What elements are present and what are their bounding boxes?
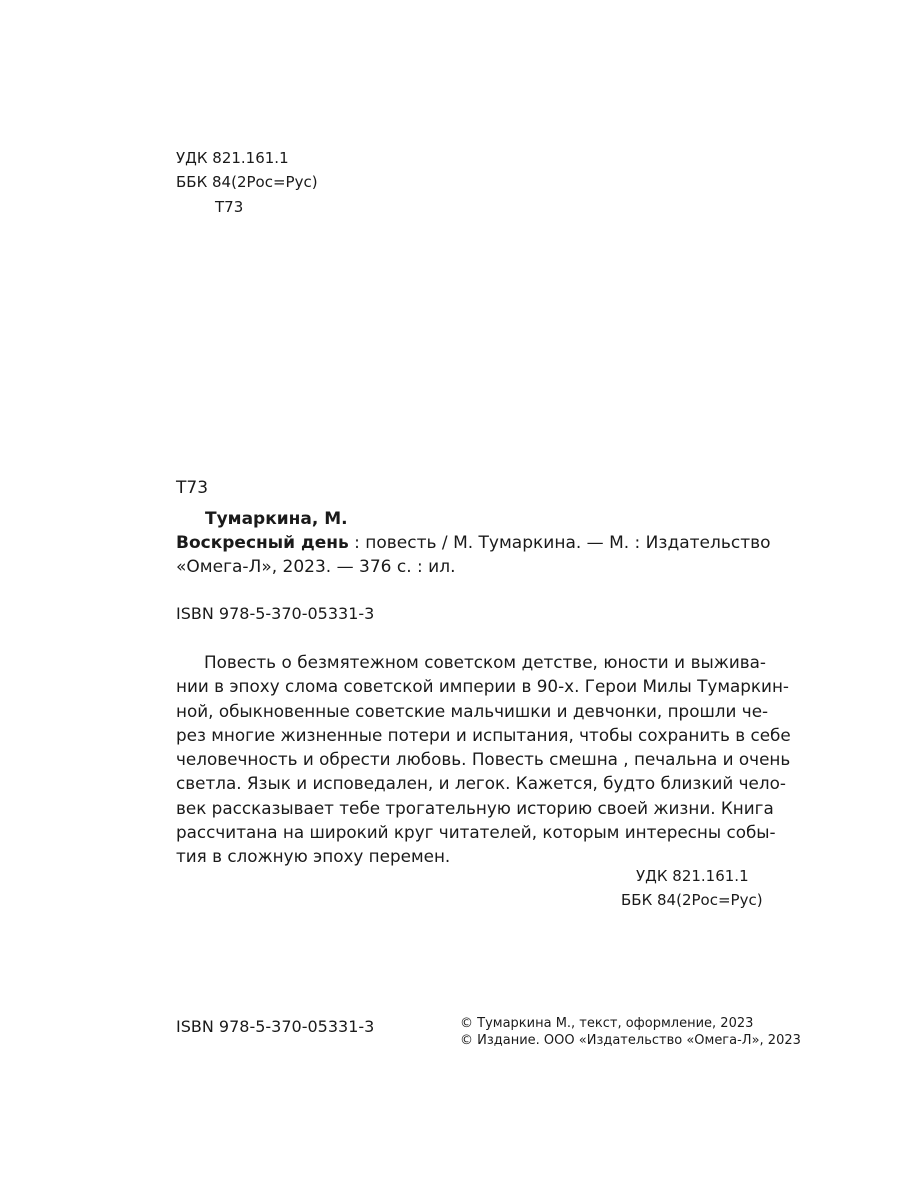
author-name: Тумаркина, М. xyxy=(205,509,348,529)
annotation-line: век рассказывает тебе трогательную историю своей жизни. Книга xyxy=(176,797,774,818)
copyright-publisher: © Издание. ООО «Издательство «Омега-Л», 2023 xyxy=(460,1033,801,1048)
annotation-line: светла. Язык и исповедален, и легок. Кажется, будто близкий чело- xyxy=(176,773,786,794)
annotation-line: рез многие жизненные потери и испытания, чтобы сохранить в себе xyxy=(176,724,791,745)
annotation-line: нии в эпоху слома советской империи в 90-х. Герои Милы Тумаркин- xyxy=(176,676,789,697)
annotation-line: ной, обыкновенные советские мальчишки и девчонки, прошли че- xyxy=(176,700,769,721)
copyright-author: © Тумаркина М., текст, оформление, 2023 xyxy=(460,1016,754,1031)
annotation-line: человечность и обрести любовь. Повесть смешна , печальна и очень xyxy=(176,749,791,770)
bbk-top: ББК 84(2Рос=Рус) xyxy=(176,173,318,191)
udk-right: УДК 821.161.1 xyxy=(636,867,749,885)
author-code-top: Т73 xyxy=(215,198,244,216)
title-line-2: «Омега-Л», 2023. — 376 с. : ил. xyxy=(176,557,456,577)
author-code: Т73 xyxy=(176,478,209,498)
title-line-1 xyxy=(176,533,771,553)
annotation-line: тия в сложную эпоху перемен. xyxy=(176,846,451,867)
annotation-line: Повесть о безмятежном советском детстве, юности и выжива- xyxy=(204,652,766,672)
isbn-footer: ISBN 978-5-370-05331-3 xyxy=(176,1017,375,1036)
book-title: Воскресный день xyxy=(176,533,349,553)
isbn: ISBN 978-5-370-05331-3 xyxy=(176,604,375,623)
udk-top: УДК 821.161.1 xyxy=(176,149,289,167)
annotation-line: рассчитана на широкий круг читателей, которым интересны собы- xyxy=(176,822,776,843)
annotation xyxy=(176,650,791,869)
bbk-right: ББК 84(2Рос=Рус) xyxy=(621,891,763,909)
title-rest: : повесть / М. Тумаркина. — М. : Издательство xyxy=(348,533,771,553)
